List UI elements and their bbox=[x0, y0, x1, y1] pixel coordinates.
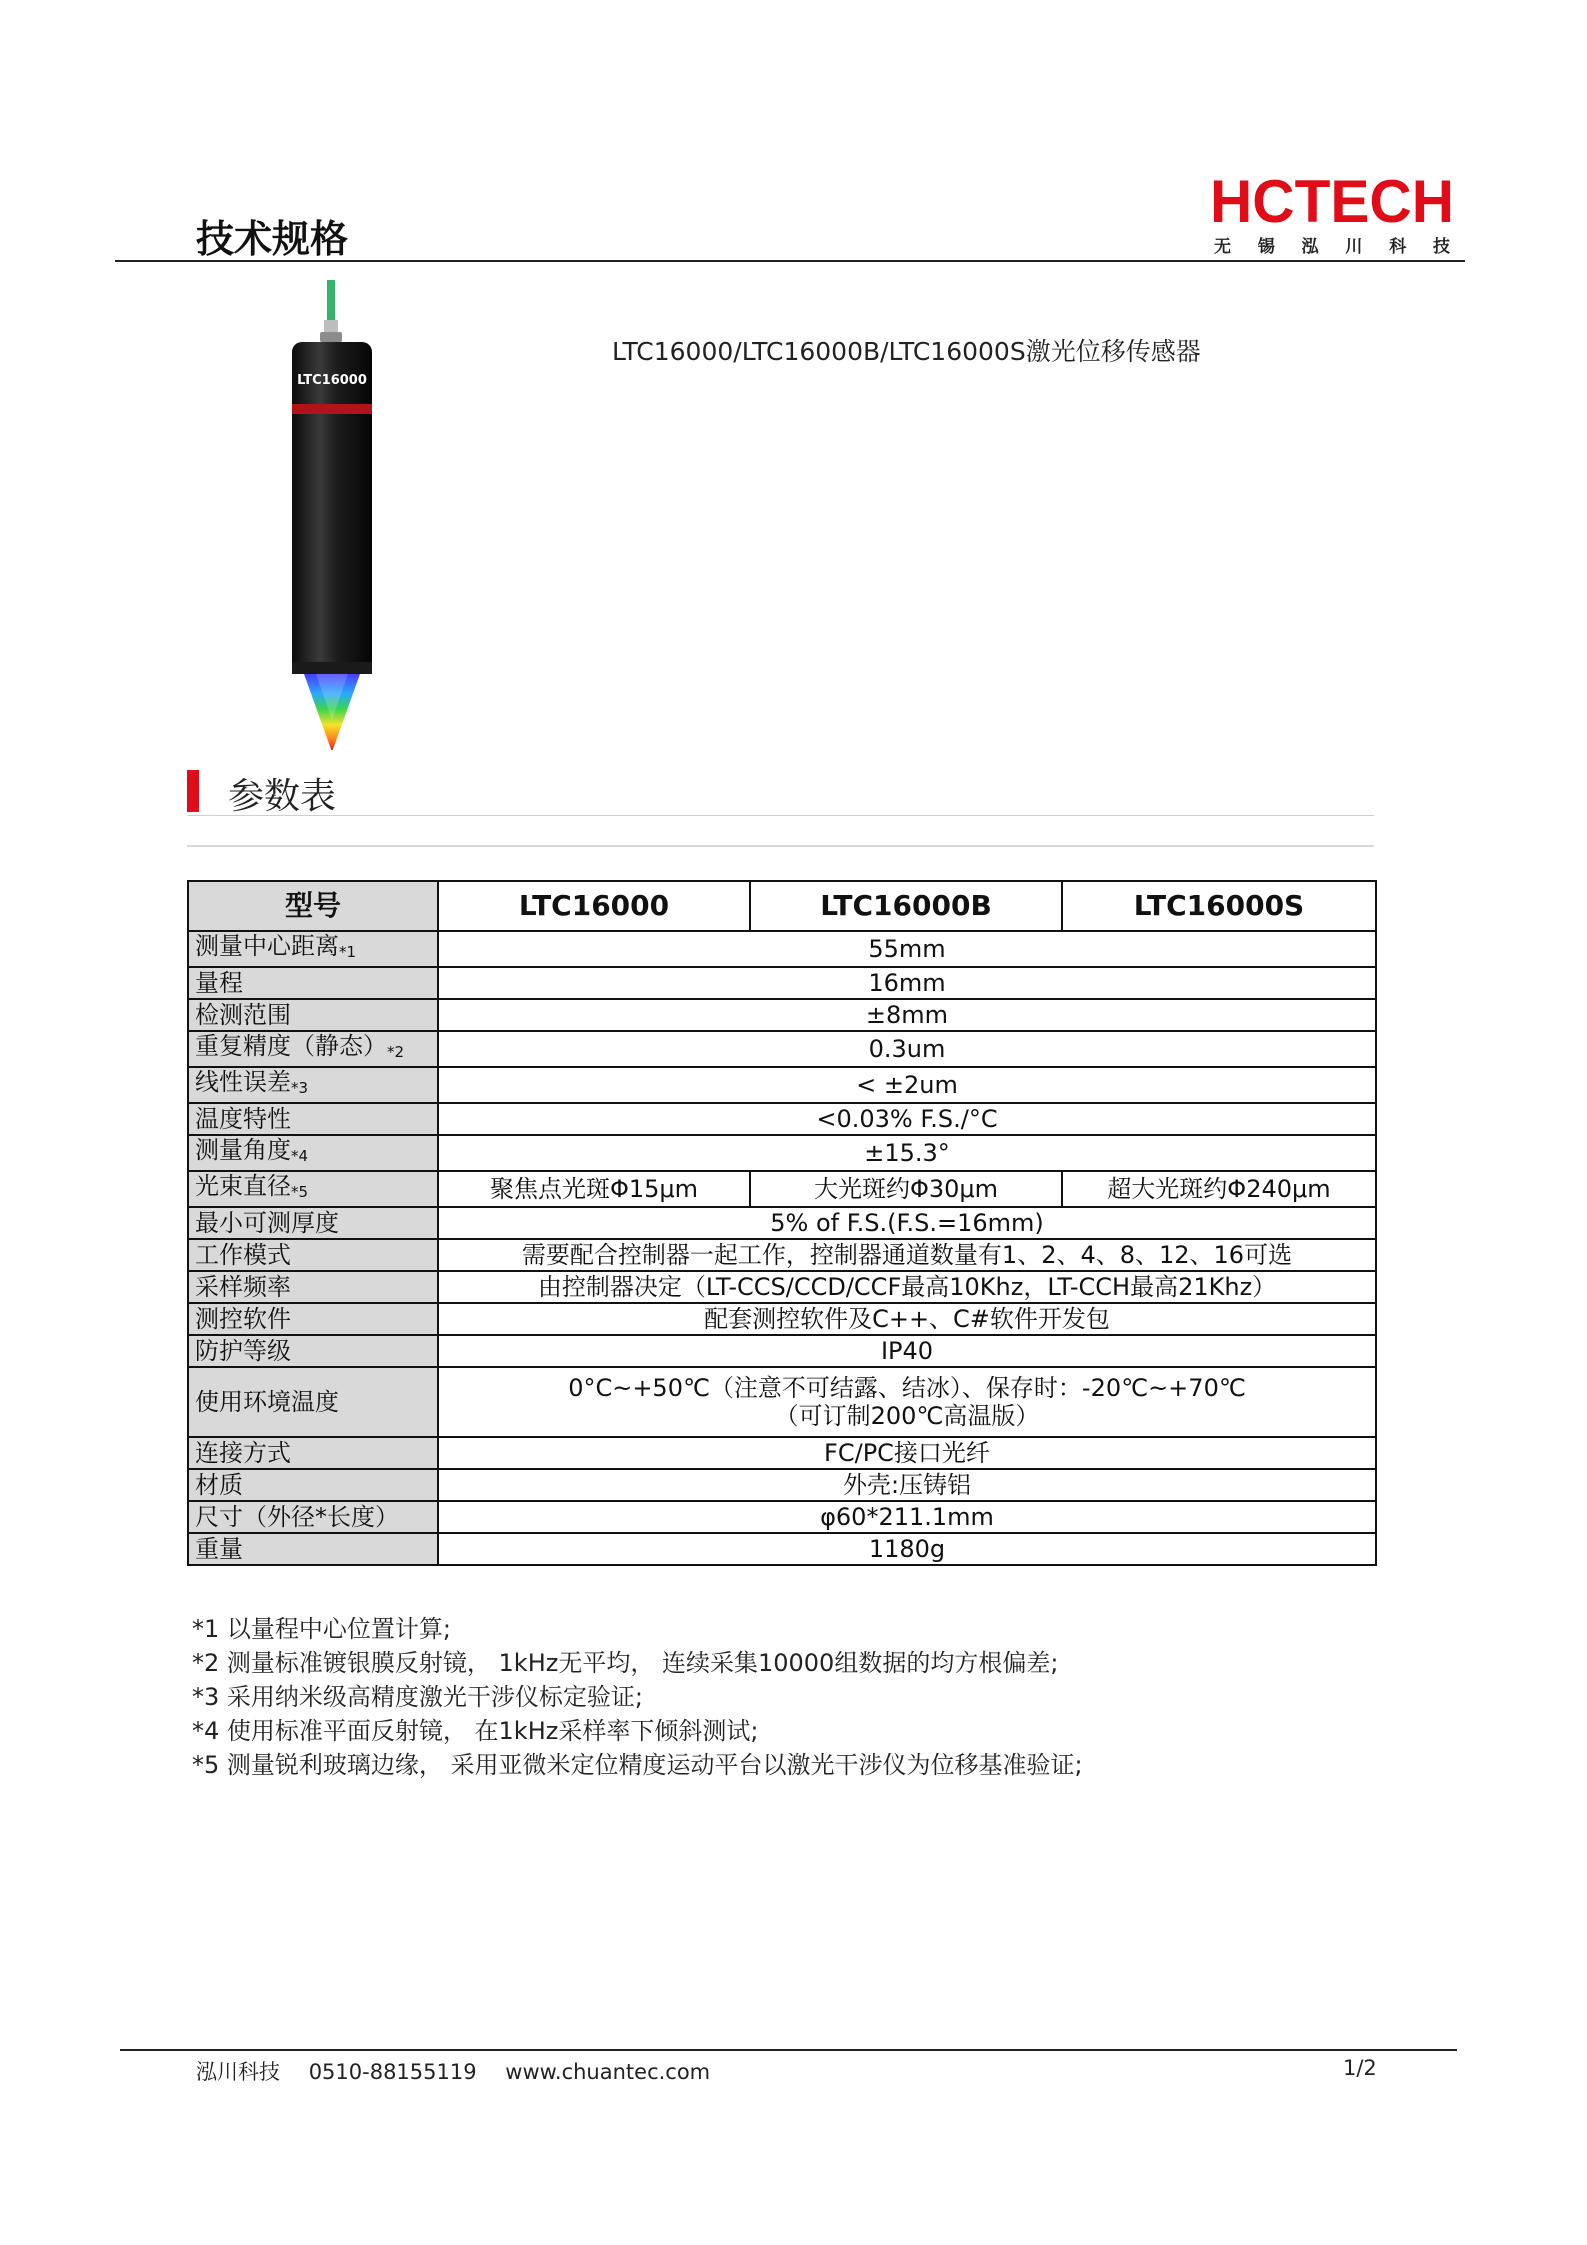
table-row bbox=[188, 967, 1376, 999]
row-value bbox=[438, 1367, 1376, 1437]
logo-sub-char: 泓 bbox=[1301, 237, 1319, 257]
row-label: 采样频率 bbox=[188, 1271, 438, 1303]
section-title: 参数表 bbox=[228, 776, 337, 817]
footnote: *1 以量程中心位置计算; bbox=[192, 1615, 451, 1643]
footnote: *4 使用标准平面反射镜， 在1kHz采样率下倾斜测试; bbox=[192, 1717, 759, 1745]
footnote-marker: *4 bbox=[291, 1147, 309, 1165]
logo-brand-text: HCTECH bbox=[1210, 170, 1454, 230]
footnote: *5 测量锐利玻璃边缘， 采用亚微米定位精度运动平台以激光干涉仪为位移基准验证; bbox=[192, 1751, 1083, 1779]
section-accent-bar bbox=[187, 770, 199, 812]
section-divider bbox=[187, 815, 1374, 816]
sensor-body-label: LTC16000 bbox=[297, 373, 367, 388]
row-label: 连接方式 bbox=[188, 1437, 438, 1469]
row-value: <0.03% F.S./°C bbox=[438, 1103, 1376, 1135]
footer-website-link[interactable]: www.chuantec.com bbox=[505, 2060, 711, 2084]
table-row bbox=[188, 1469, 1376, 1501]
logo-sub-char: 川 bbox=[1345, 237, 1363, 257]
table-row bbox=[188, 1067, 1376, 1103]
row-value: φ60*211.1mm bbox=[438, 1501, 1376, 1533]
logo-sub-char: 锡 bbox=[1257, 237, 1275, 257]
row-label: 材质 bbox=[188, 1469, 438, 1501]
table-row bbox=[188, 1135, 1376, 1171]
table-row bbox=[188, 1335, 1376, 1367]
company-logo bbox=[1208, 170, 1456, 257]
row-value: 16mm bbox=[438, 967, 1376, 999]
table-row bbox=[188, 1501, 1376, 1533]
table-row bbox=[188, 1303, 1376, 1335]
row-label: 最小可测厚度 bbox=[188, 1207, 438, 1239]
page-number: 1/2 bbox=[1343, 2056, 1377, 2080]
row-value: 5% of F.S.(F.S.=16mm) bbox=[438, 1207, 1376, 1239]
row-value: 1180g bbox=[438, 1533, 1376, 1565]
row-label-text: 光束直径 bbox=[195, 1172, 291, 1200]
table-row bbox=[188, 1171, 1376, 1207]
row-value: 55mm bbox=[438, 931, 1376, 967]
logo-wordmark bbox=[1208, 170, 1456, 230]
footnote: *3 采用纳米级高精度激光干涉仪标定验证; bbox=[192, 1683, 643, 1711]
footnote-marker: *1 bbox=[339, 943, 357, 961]
table-row bbox=[188, 1271, 1376, 1303]
row-value: ±8mm bbox=[438, 999, 1376, 1031]
product-name: LTC16000/LTC16000B/LTC16000S激光位移传感器 bbox=[612, 337, 1201, 366]
row-label: 防护等级 bbox=[188, 1335, 438, 1367]
row-value-ltc16000: 聚焦点光斑Φ15μm bbox=[438, 1171, 750, 1207]
row-value: 配套测控软件及C++、C#软件开发包 bbox=[438, 1303, 1376, 1335]
footnotes bbox=[192, 1612, 1083, 1782]
table-header-row bbox=[188, 881, 1376, 931]
footer-company: 泓川科技 bbox=[196, 2060, 280, 2084]
logo-sub-char: 技 bbox=[1432, 237, 1450, 257]
header-divider bbox=[115, 260, 1465, 262]
row-value: 由控制器决定（LT-CCS/CCD/CCF最高10Khz，LT-CCH最高21Khz） bbox=[438, 1271, 1376, 1303]
logo-sub-char: 科 bbox=[1389, 237, 1407, 257]
table-row bbox=[188, 1533, 1376, 1565]
row-label: 重量 bbox=[188, 1533, 438, 1565]
row-label: 工作模式 bbox=[188, 1239, 438, 1271]
header-cell-ltc16000: LTC16000 bbox=[438, 881, 750, 931]
logo-subtitle bbox=[1208, 232, 1456, 257]
row-label-text: 线性误差 bbox=[195, 1068, 291, 1096]
footnote-marker: *5 bbox=[291, 1183, 309, 1201]
section-divider bbox=[187, 845, 1374, 847]
row-value: FC/PC接口光纤 bbox=[438, 1437, 1376, 1469]
row-value-ltc16000s: 超大光斑约Φ240μm bbox=[1062, 1171, 1376, 1207]
header-cell-ltc16000s: LTC16000S bbox=[1062, 881, 1376, 931]
row-label-text: 重复精度（静态） bbox=[195, 1032, 387, 1060]
row-value: ±15.3° bbox=[438, 1135, 1376, 1171]
sensor-red-band bbox=[292, 404, 372, 414]
table-row bbox=[188, 931, 1376, 967]
row-label-text: 测量中心距离 bbox=[195, 932, 339, 960]
row-value: IP40 bbox=[438, 1335, 1376, 1367]
table-row bbox=[188, 1239, 1376, 1271]
header-cell-ltc16000b: LTC16000B bbox=[750, 881, 1062, 931]
row-value-line: 0°C~+50℃（注意不可结露、结冰）、保存时：-20℃~+70℃ bbox=[568, 1374, 1246, 1402]
sensor-body bbox=[292, 342, 372, 672]
table-row bbox=[188, 1437, 1376, 1469]
logo-sub-char: 无 bbox=[1214, 237, 1231, 257]
footer-info bbox=[196, 2056, 732, 2086]
table-row bbox=[188, 1103, 1376, 1135]
row-label bbox=[188, 1067, 438, 1103]
row-label-text: 测量角度 bbox=[195, 1136, 291, 1164]
row-label bbox=[188, 931, 438, 967]
product-image bbox=[282, 280, 382, 750]
row-label: 测控软件 bbox=[188, 1303, 438, 1335]
table-row bbox=[188, 1367, 1376, 1437]
footnote: *2 测量标准镀银膜反射镜， 1kHz无平均， 连续采集10000组数据的均方根偏差; bbox=[192, 1649, 1059, 1677]
table-row bbox=[188, 999, 1376, 1031]
row-value: 0.3um bbox=[438, 1031, 1376, 1067]
footer-phone: 0510-88155119 bbox=[308, 2060, 477, 2084]
row-value: < ±2um bbox=[438, 1067, 1376, 1103]
row-label bbox=[188, 1031, 438, 1067]
row-label bbox=[188, 1171, 438, 1207]
row-label: 尺寸（外径*长度） bbox=[188, 1501, 438, 1533]
page-title: 技术规格 bbox=[196, 217, 349, 261]
row-label: 检测范围 bbox=[188, 999, 438, 1031]
row-label: 量程 bbox=[188, 967, 438, 999]
spec-table bbox=[187, 880, 1377, 1566]
table-row bbox=[188, 1207, 1376, 1239]
row-value-line: （可订制200℃高温版） bbox=[774, 1402, 1040, 1430]
footnote-marker: *2 bbox=[387, 1043, 405, 1061]
row-value-ltc16000b: 大光斑约Φ30μm bbox=[750, 1171, 1062, 1207]
row-label bbox=[188, 1135, 438, 1171]
header-cell-model: 型号 bbox=[188, 881, 438, 931]
row-label: 使用环境温度 bbox=[188, 1367, 438, 1437]
row-label: 温度特性 bbox=[188, 1103, 438, 1135]
footnote-marker: *3 bbox=[291, 1079, 309, 1097]
footer-divider bbox=[120, 2049, 1457, 2051]
row-value: 外壳:压铸铝 bbox=[438, 1469, 1376, 1501]
row-value: 需要配合控制器一起工作，控制器通道数量有1、2、4、8、12、16可选 bbox=[438, 1239, 1376, 1271]
table-row bbox=[188, 1031, 1376, 1067]
